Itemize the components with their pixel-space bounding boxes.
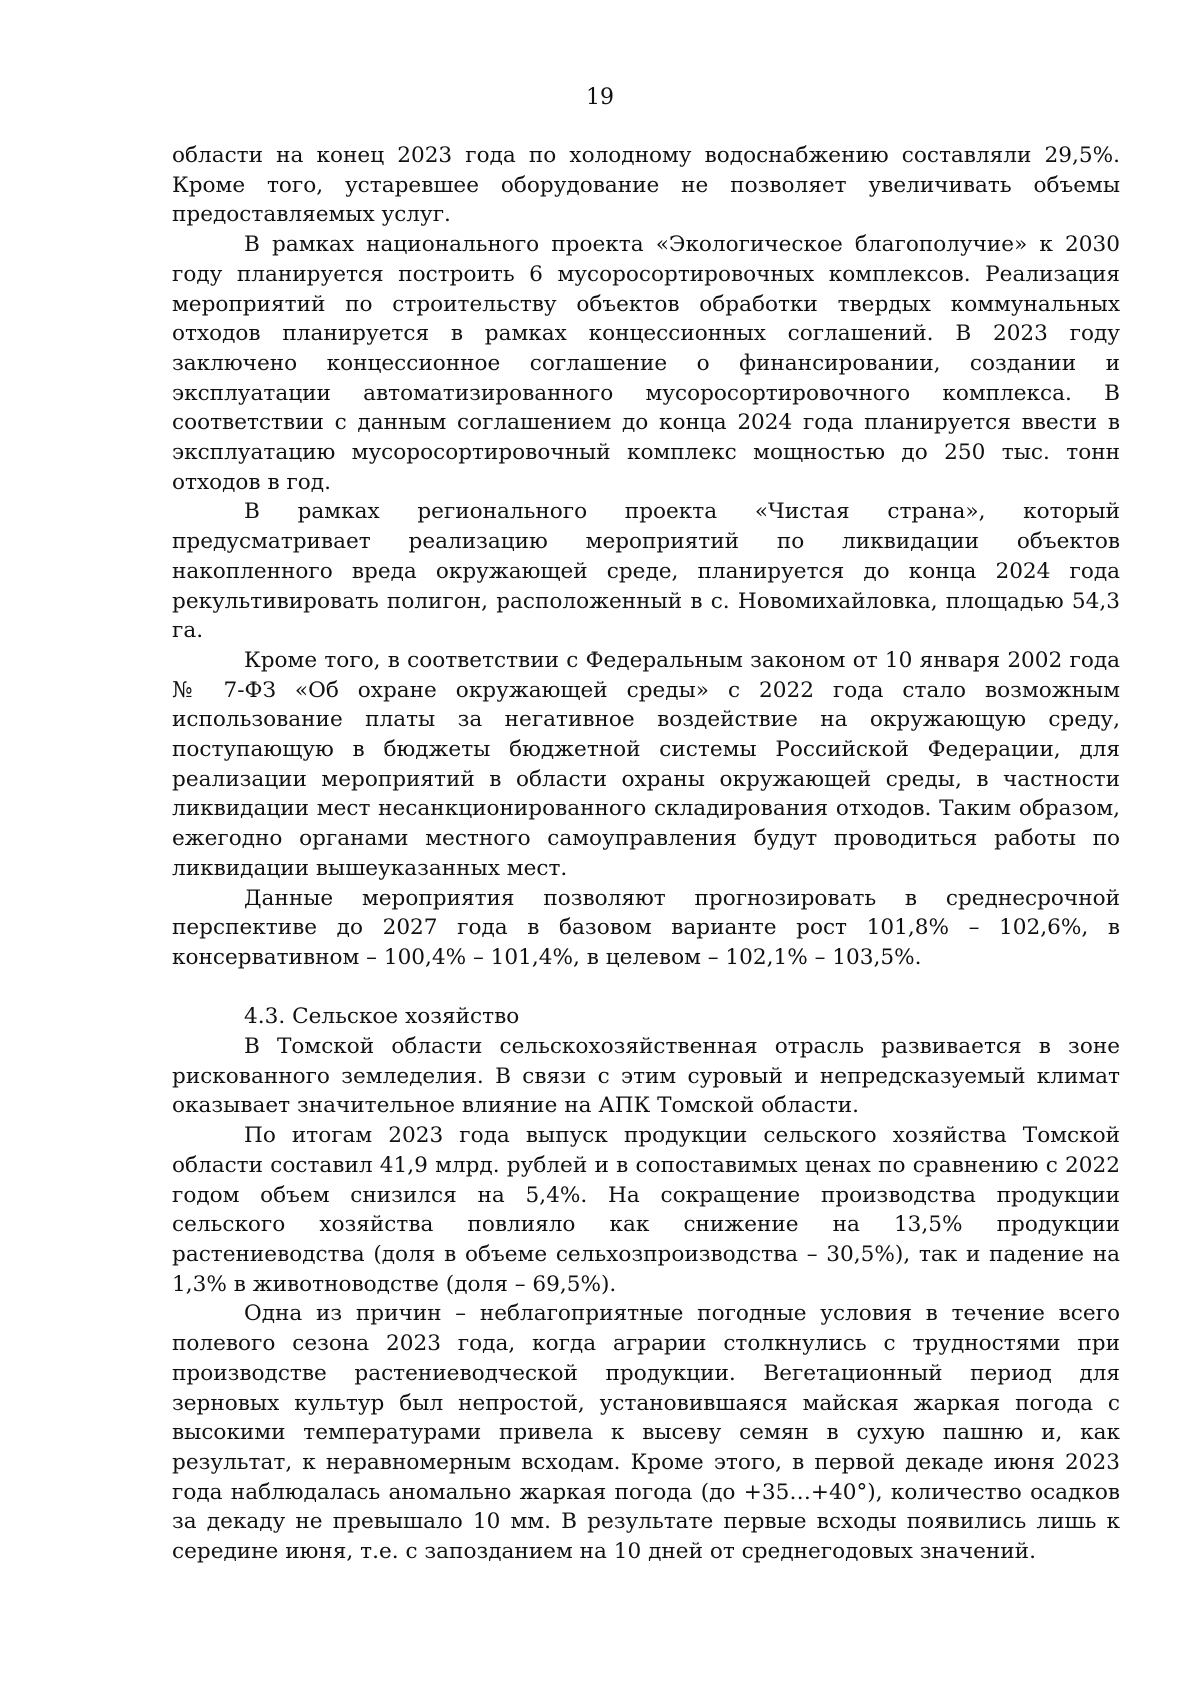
paragraph-clean-country: В рамках регионального проекта «Чистая страна», который предусматривает реализацию мероприятий по ликвидации объектов накопленного вреда окружающей среде, планируется до конца 2024 года рекультивировать полигон, расположенный в с. Новомихайловка, площадью 54,3 га. [172, 499, 1120, 644]
paragraph-agriculture-results: По итогам 2023 года выпуск продукции сельского хозяйства Томской области составил 41,9 млрд. рублей и в сопоставимых ценах по сравнению с 2022 годом объем снизился на 5,4%. На сокращение производства продукции сельского хозяйства повлияло как снижение на 13,5% продукции растениеводства (доля в объеме сельхозпроизводства – 30,5%), так и падение на 1,3% в животноводстве (доля – 69,5%). [172, 1123, 1120, 1297]
paragraph-weather-conditions: Одна из причин – неблагоприятные погодные условия в течение всего полевого сезона 2023 года, когда аграрии столкнулись с трудностями при производстве растениеводческой продукции. Вегетационный период для зерновых культур был непростой, установившаяся майская жаркая погода с высокими температурами привела к высеву семян в сухую пашню и, как результат, к неравномерным всходам. Кроме этого, в первой декаде июня 2023 года наблюдалась аномально жаркая погода (до +35…+40°), количество осадков за декаду не превышало 10 мм. В результате первые всходы появились лишь к середине июня, т.е. с запозданием на 10 дней от среднегодовых значений. [172, 1301, 1120, 1565]
paragraph-agriculture-zone: В Томской области сельскохозяйственная отрасль развивается в зоне рискованного земледелия. В связи с этим суровый и непредсказуемый климат оказывает значительное влияние на АПК Томской области. [172, 1034, 1120, 1119]
section-heading-agriculture: 4.3. Сельское хозяйство [244, 1004, 520, 1030]
paragraph-water-supply: области на конец 2023 года по холодному водоснабжению составляли 29,5%. Кроме того, устаревшее оборудование не позволяет увеличивать объемы предоставляемых услуг. [172, 143, 1120, 228]
paragraph-forecast: Данные мероприятия позволяют прогнозировать в среднесрочной перспективе до 2027 года в базовом варианте рост 101,8% – 102,6%, в консервативном – 100,4% – 101,4%, в целевом – 102,1% – 103,5%. [172, 885, 1120, 970]
page-number: 19 [586, 85, 614, 110]
paragraph-federal-law: Кроме того, в соответствии с Федеральным законом от 10 января 2002 года № 7-ФЗ «Об охране окружающей среды» с 2022 года стало возможным использование платы за негативное воздействие на окружающую среду, поступающую в бюджеты бюджетной системы Российской Федерации, для реализации мероприятий в области охраны окружающей среды, в частности ликвидации мест несанкционированного складирования отходов. Таким образом, ежегодно органами местного самоуправления будут проводиться работы по ликвидации вышеуказанных мест. [172, 647, 1120, 881]
document-body [172, 141, 1120, 1567]
paragraph-eco-project: В рамках национального проекта «Экологическое благополучие» к 2030 году планируется построить 6 мусоросортировочных комплексов. Реализация мероприятий по строительству объектов обработки твердых коммунальных отходов планируется в рамках концессионных соглашений. В 2023 году заключено концессионное соглашение о финансировании, создании и эксплуатации автоматизированного мусоросортировочного комплекса. В соответствии с данным соглашением до конца 2024 года планируется ввести в эксплуатацию мусоросортировочный комплекс мощностью до 250 тыс. тонн отходов в год. [172, 232, 1120, 495]
